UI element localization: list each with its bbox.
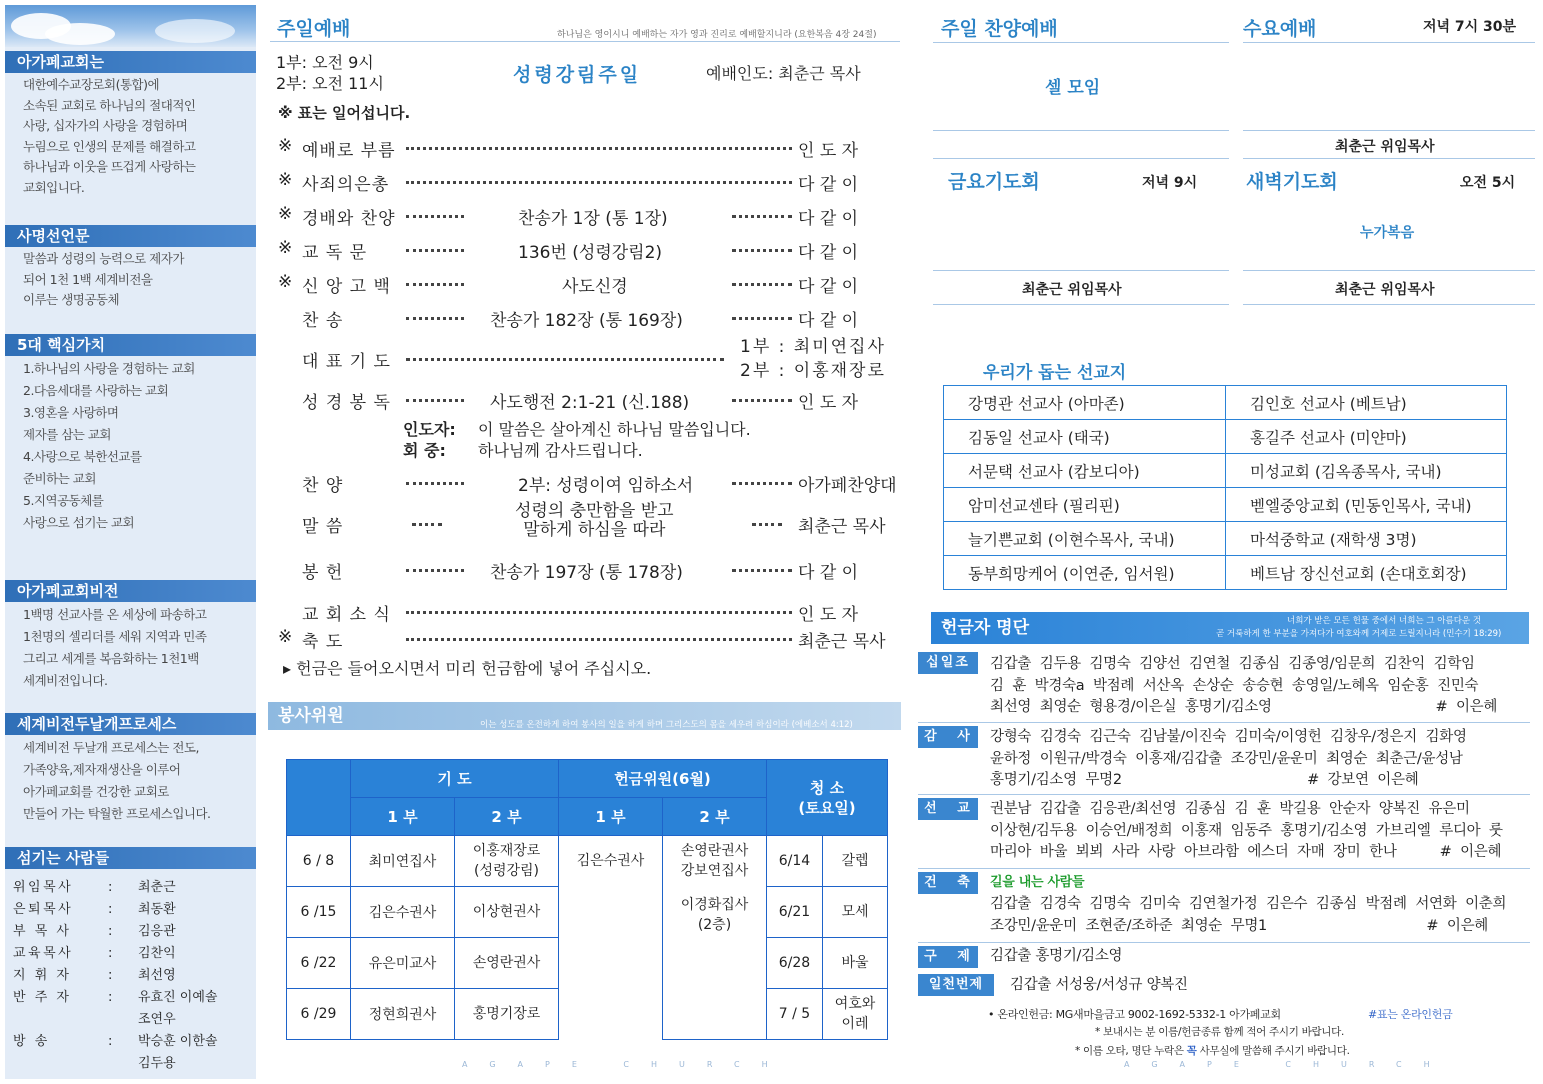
leader-dots	[406, 482, 464, 485]
order-item-leader: 다 같 이	[798, 209, 859, 229]
donor-line: 강형숙 김경숙 김근숙 김남불/이진숙 김미숙/이영헌 김창우/정은지 김화영	[990, 729, 1467, 745]
order-item-name: 말 씀	[302, 517, 344, 537]
staff-row	[13, 943, 256, 965]
order-item-name: 봉 헌	[302, 563, 344, 583]
online-offering: • 온라인헌금: MG새마을금고 9002-1692-5332-1 아가페교회	[988, 1008, 1281, 1021]
staff-role: 위임목사	[13, 880, 74, 895]
standing-mark: ※	[278, 272, 293, 292]
offer-first-empty	[559, 989, 663, 1040]
sidebar-line: 그리고 세계를 복음화하는 1천1백	[23, 651, 199, 666]
staff-row	[13, 921, 256, 943]
prayer-first: 유은미교사	[351, 938, 455, 989]
core-values-title: 5대 핵심가치	[5, 334, 256, 356]
offer-second: 손영란권사 강보연집사	[663, 836, 767, 887]
wednesday-time: 저녁 7시 30분	[1423, 19, 1517, 35]
typo-note: * 이름 오타, 명단 누락은	[1075, 1045, 1184, 1057]
typo-emphasis: 꼭	[1186, 1045, 1197, 1057]
prayer-second: 손영란권사	[455, 938, 559, 989]
order-item-detail: 2부: 성령이여 임하소서	[518, 476, 694, 496]
service-verse: 이는 성도를 온전하게 하여 봉사의 일을 하게 하며 그리스도의 몸을 세우려 하심이라 (에베소서 4:12)	[480, 720, 853, 730]
sidebar-line: 교회입니다.	[23, 179, 85, 195]
thanks-donors	[990, 727, 1467, 792]
worship-verse: 하나님은 영이시니 예배하는 자가 영과 진리로 예배할지니라 (요한복음 4장 24절)	[557, 30, 877, 40]
leader-dots	[406, 611, 792, 614]
core-values-body	[5, 356, 256, 534]
staff-name: 최선영	[138, 968, 176, 983]
staff-role: 부 목 사	[13, 924, 72, 939]
staff-colon: :	[108, 924, 113, 939]
order-item-leader: 다 같 이	[798, 311, 859, 331]
thanks-label: 감 사	[918, 726, 978, 748]
standing-mark: ※	[278, 136, 293, 156]
clean-group: 모세	[823, 887, 888, 938]
sidebar-line: 세계비전 두날개 프로세스는 전도,	[23, 740, 199, 755]
donor-line: 김갑출 김두용 김명숙 김양선 김연철 김종심 김종영/임문희 김찬익 김학임	[990, 656, 1475, 672]
donor-line: 윤하정 이원규/박경숙 이홍재/김갑출 조강민/윤운미 최영순 최춘근/윤성남	[990, 750, 1463, 767]
order-item-leader: 다 같 이	[798, 277, 859, 297]
sidebar-line: 이루는 생명공동체	[23, 292, 120, 307]
clean-group: 여호와 이레	[823, 989, 888, 1040]
donors-title: 헌금자 명단	[941, 618, 1030, 638]
leader-dots	[406, 399, 464, 402]
time-second: 2부: 오전 11시	[276, 74, 384, 93]
order-item-detail: 찬송가 1장 (통 1장)	[518, 209, 668, 229]
worship-title: 주일예배	[277, 18, 351, 40]
sidebar	[5, 5, 256, 1079]
offer-first-empty	[559, 887, 663, 938]
praise-title: 주일 찬양예배	[941, 18, 1058, 40]
order-item-detail: 사도신경	[562, 277, 628, 297]
mission-statement-body	[5, 247, 256, 311]
order-item-name: 예배로 부름	[302, 141, 396, 161]
staff-name: 김찬익	[138, 946, 176, 961]
staff-colon: :	[108, 990, 113, 1005]
praise-item: 셀 모임	[1045, 78, 1101, 98]
response-congregation-label: 회 중:	[403, 441, 446, 460]
clean-group: 갈렙	[823, 836, 888, 887]
vision-section	[5, 580, 256, 692]
thousand-label: 일천번제	[918, 974, 994, 996]
sidebar-line: 2.다음세대를 사랑하는 교회	[23, 383, 169, 398]
sidebar-line: 준비하는 교회	[23, 471, 96, 486]
leader-dots	[406, 283, 464, 286]
prayer-header: 기 도	[351, 760, 559, 798]
order-item-detail: 찬송가 182장 (통 169장)	[490, 311, 683, 331]
missions-title: 우리가 돕는 선교지	[983, 363, 1127, 383]
tithe-donors	[990, 654, 1497, 719]
order-item-name: 축 도	[302, 632, 344, 652]
leader-dots	[406, 181, 792, 184]
offer-first-header: 1 부	[559, 798, 663, 836]
dawn-leader: 최춘근 위임목사	[1335, 282, 1435, 298]
service-row	[287, 938, 888, 989]
vision-title: 아가페교회비전	[5, 580, 256, 602]
staff-colon: :	[108, 946, 113, 961]
online-note: #표는 온라인헌금	[1368, 1008, 1453, 1021]
building-subtitle: 길을 내는 사람들	[990, 875, 1085, 890]
mission-site: 벧엘중앙교회 (민동인목사, 국내)	[1226, 488, 1507, 522]
order-item-leader: 다 같 이	[798, 243, 859, 263]
staff-row	[13, 1031, 256, 1075]
prayer-second: 이홍재장로 (성령강림)	[455, 836, 559, 887]
donor-line: 김 훈 박경숙a 박점례 서산옥 손상순 송승현 송영일/노혜옥 임순홍 진민숙	[990, 677, 1479, 694]
order-item-detail: 찬송가 197장 (통 178장)	[490, 563, 683, 583]
mission-row	[944, 454, 1507, 488]
offer-second-empty	[663, 938, 767, 989]
staff-name: 최동환	[138, 902, 176, 917]
offer-second: 이경화집사 (2층)	[663, 887, 767, 938]
prayer-second: 홍명기장로	[455, 989, 559, 1040]
worship-leader: 예배인도: 최춘근 목사	[706, 64, 861, 83]
staff-row	[13, 877, 256, 899]
clean-date: 6/14	[767, 836, 823, 887]
prayer-first: 김은수권사	[351, 887, 455, 938]
mission-donors	[990, 799, 1503, 864]
staff-colon: :	[108, 902, 113, 917]
offering-committee-header: 헌금위원(6월)	[559, 760, 767, 798]
staff-colon: :	[108, 1034, 113, 1049]
staff-name: 최춘근	[138, 880, 176, 895]
offering-note: ▸ 헌금은 들어오시면서 미리 헌금함에 넣어 주십시오.	[283, 659, 652, 678]
order-item-detail: 성령의 충만함을 받고 말하게 하심을 따라	[515, 501, 674, 540]
offer-second-header: 2 부	[663, 798, 767, 836]
sidebar-line: 사랑으로 섬기는 교회	[23, 515, 135, 530]
donor-line: 권분남 김갑출 김응관/최선영 김종심 김 훈 박길용 안순자 양복진 유은미	[990, 801, 1470, 817]
cleaning-header: 청 소 (토요일)	[767, 760, 888, 836]
mission-statement-title: 사명선언문	[5, 225, 256, 247]
mission-site: 미성교회 (김옥종목사, 국내)	[1226, 454, 1507, 488]
order-item-name: 사죄의은총	[302, 175, 390, 195]
sidebar-line: 1천명의 셀리더를 세워 지역과 민족	[23, 629, 207, 644]
donors-verse-2: 곧 거룩하게 한 부분을 가져다가 여호와께 거제로 드릴지니라 (민수기 18:29)	[1216, 629, 1502, 639]
leader-dots	[732, 317, 792, 320]
sidebar-line: 1백명 선교사를 온 세상에 파송하고	[23, 607, 207, 622]
order-item-leader: 다 같 이	[798, 175, 859, 195]
sidebar-line: 아가페교회를 건강한 교회로	[23, 784, 169, 799]
sky-banner	[5, 5, 256, 47]
thousand-donors: 김갑출 서성웅/서성규 양복진	[1010, 977, 1188, 993]
order-item-leader: 인 도 자	[798, 141, 859, 161]
building-label: 건 축	[918, 872, 978, 894]
staff-row	[13, 987, 256, 1031]
order-item-leader: 인 도 자	[798, 605, 859, 625]
mission-row	[944, 386, 1507, 420]
staff-role: 은퇴목사	[13, 902, 74, 917]
response-leader-label: 인도자:	[403, 420, 456, 439]
sidebar-line: 만들어 가는 탁월한 프로세스입니다.	[23, 806, 211, 821]
sidebar-line: 소속된 교회로 하나님의 절대적인	[23, 97, 196, 113]
dawn-time: 오전 5시	[1460, 175, 1516, 191]
service-date: 6 /22	[287, 938, 351, 989]
staff-list	[5, 869, 256, 1075]
leader-dots	[732, 249, 792, 252]
staff-title: 섬기는 사람들	[5, 847, 256, 869]
mission-statement-section	[5, 225, 256, 311]
sidebar-line: 대한예수교장로회(통합)에	[23, 77, 160, 92]
sidebar-line: 사랑, 십자가의 사랑을 경험하며	[23, 118, 188, 133]
donor-line: 마리아 바울 뵈뵈 사라 사랑 아브라함 에스더 자매 장미 한나 # 이은혜	[990, 844, 1502, 860]
order-item-name: 대 표 기 도	[302, 352, 391, 372]
mission-site: 암미선교센타 (필리핀)	[944, 488, 1226, 522]
leader-dots	[406, 215, 464, 218]
order-item-leader: 1부 : 최미연집사 2부 : 이홍재장로	[740, 337, 886, 381]
clean-date: 6/28	[767, 938, 823, 989]
sidebar-line: 5.지역공동체를	[23, 493, 104, 508]
service-bar	[268, 702, 901, 730]
offer-first-empty	[559, 938, 663, 989]
service-date: 6 /15	[287, 887, 351, 938]
leader-dots	[732, 215, 792, 218]
offer-first: 김은수권사	[559, 836, 663, 887]
service-title: 봉사위원	[278, 706, 344, 726]
order-item-name: 경배와 찬양	[302, 209, 396, 229]
missions-table	[943, 385, 1507, 590]
mission-site: 서문택 선교사 (캄보디아)	[944, 454, 1226, 488]
time-first: 1부: 오전 9시	[276, 53, 374, 72]
service-row	[287, 887, 888, 938]
service-table	[286, 759, 888, 1040]
vision-body	[5, 602, 256, 692]
dawn-title: 새벽기도회	[1246, 171, 1338, 193]
sidebar-line: 1.하나님의 사랑을 경험하는 교회	[23, 361, 195, 376]
clean-date: 6/21	[767, 887, 823, 938]
staff-name: 박승훈 이한솔 김두용	[138, 1034, 218, 1071]
order-item-detail: 사도행전 2:1-21 (신.188)	[490, 393, 690, 413]
sidebar-line: 되어 1천 1백 세계비전을	[23, 271, 153, 287]
mission-row	[944, 420, 1507, 454]
sidebar-line: 말씀과 성령의 능력으로 제자가	[23, 251, 184, 266]
prayer-first: 최미연집사	[351, 836, 455, 887]
staff-name: 유효진 이예솔 조연우	[138, 990, 218, 1027]
prayer-first-header: 1 부	[351, 798, 455, 836]
leader-dots	[732, 569, 792, 572]
wednesday-preacher: 최춘근 위임목사	[1335, 139, 1435, 155]
staff-colon: :	[108, 968, 113, 983]
clean-group: 바울	[823, 938, 888, 989]
response-leader: 이 말씀은 살아계신 하나님 말씀입니다.	[478, 420, 751, 439]
process-body	[5, 735, 256, 825]
donor-line: 홍명기/김소영 무명2 # 강보연 이은혜	[990, 772, 1419, 788]
leader-dots	[406, 358, 724, 361]
friday-time: 저녁 9시	[1142, 175, 1198, 191]
staff-section	[5, 847, 256, 1075]
prayer-first: 정현희권사	[351, 989, 455, 1040]
agape-footer-left: AGAPE CHURCH	[462, 1060, 790, 1069]
mission-row	[944, 488, 1507, 522]
prayer-second: 이상현권사	[455, 887, 559, 938]
leader-dots	[412, 523, 442, 526]
sidebar-line: 3.영혼을 사랑하며	[23, 405, 119, 420]
leader-dots	[732, 482, 792, 485]
order-item-name: 찬 송	[302, 311, 344, 331]
donors-bar	[931, 612, 1529, 644]
mission-site: 동부희망케어 (이연준, 임서원)	[944, 556, 1226, 590]
sidebar-line: 누림으로 인생의 문제를 해결하고	[23, 138, 196, 154]
sidebar-line: 세계비전입니다.	[23, 673, 108, 688]
staff-role: 지 휘 자	[13, 968, 72, 983]
service-row	[287, 989, 888, 1040]
process-section	[5, 713, 256, 825]
leader-dots	[406, 638, 792, 641]
agape-footer-right: AGAPE CHURCH	[1124, 1060, 1452, 1069]
mission-site: 늘기쁜교회 (이현수목사, 국내)	[944, 522, 1226, 556]
order-item-leader: 아가페찬양대	[798, 476, 897, 496]
about-section	[5, 51, 256, 198]
sidebar-line: 4.사랑으로 북한선교를	[23, 449, 142, 464]
standing-mark: ※	[278, 627, 293, 647]
leader-dots	[406, 317, 464, 320]
process-title: 세계비전두날개프로세스	[5, 713, 256, 735]
staff-role: 교육목사	[13, 946, 74, 961]
prayer-second-header: 2 부	[455, 798, 559, 836]
order-item-leader: 최춘근 목사	[798, 632, 886, 652]
service-date: 6 /29	[287, 989, 351, 1040]
mission-site: 강명관 선교사 (아마존)	[944, 386, 1226, 420]
order-item-name: 신 앙 고 백	[302, 277, 391, 297]
leader-dots	[406, 249, 464, 252]
donor-line: 조강민/윤운미 조현준/조하준 최영순 무명1 # 이은혜	[990, 917, 1488, 934]
staff-row	[13, 965, 256, 987]
standing-mark: ※	[278, 170, 293, 190]
theme-title: 성령강림주일	[513, 64, 642, 86]
dawn-scripture: 누가복음	[1360, 225, 1415, 241]
sidebar-line: 제자를 삼는 교회	[23, 427, 111, 442]
donor-line: 김갑출 김경숙 김명숙 김미숙 김연철가정 김은수 김종심 박점례 서연화 이춘희	[990, 896, 1507, 912]
order-item-leader: 다 같 이	[798, 563, 859, 583]
mission-label: 선 교	[918, 798, 978, 820]
mission-site: 마석중학교 (재학생 3명)	[1226, 522, 1507, 556]
sidebar-line: 하나님과 이웃을 뜨겁게 사랑하는	[23, 159, 196, 174]
donor-line: 이상현/김두용 이승언/배정희 이홍재 임동주 홍명기/김소영 가브리엘 루디아 룻	[990, 822, 1503, 839]
staff-role: 방 송	[13, 1034, 50, 1049]
core-values-section	[5, 334, 256, 534]
order-item-name: 찬 양	[302, 476, 344, 496]
offer-second-empty	[663, 989, 767, 1040]
mission-site: 베트남 장신선교회 (손대호회장)	[1226, 556, 1507, 590]
order-item-name: 성 경 봉 독	[302, 393, 391, 413]
wednesday-title: 수요예배	[1243, 18, 1317, 40]
staff-row	[13, 899, 256, 921]
about-title: 아가페교회는	[5, 51, 256, 73]
staff-colon: :	[108, 880, 113, 895]
friday-leader: 최춘근 위임목사	[1022, 282, 1122, 298]
mission-row	[944, 522, 1507, 556]
order-item-name: 교 독 문	[302, 243, 368, 263]
staff-name: 김응관	[138, 924, 176, 939]
leader-dots	[406, 569, 464, 572]
order-item-detail: 136번 (성령강림2)	[518, 243, 663, 263]
service-date: 6 / 8	[287, 836, 351, 887]
response-congregation: 하나님께 감사드립니다.	[478, 441, 643, 460]
standing-note: ※ 표는 일어섭니다.	[278, 104, 411, 122]
about-body	[5, 73, 256, 198]
clean-date: 7 / 5	[767, 989, 823, 1040]
leader-dots	[406, 147, 792, 150]
friday-title: 금요기도회	[948, 171, 1040, 193]
sidebar-line: 가족양육,제자재생산을 이루어	[23, 762, 181, 777]
mission-site: 김인호 선교사 (베트남)	[1226, 386, 1507, 420]
mission-site: 홍길주 선교사 (미얀마)	[1226, 420, 1507, 454]
tithe-label: 십일조	[918, 652, 978, 674]
sender-note: * 보내시는 분 이름/헌금종류 함께 적어 주시기 바랍니다.	[1095, 1026, 1345, 1038]
building-donors	[990, 894, 1506, 937]
standing-mark: ※	[278, 204, 293, 224]
mission-row	[944, 556, 1507, 590]
staff-role: 반 주 자	[13, 990, 72, 1005]
order-item-name: 교 회 소 식	[302, 605, 391, 625]
mission-site: 김동일 선교사 (태국)	[944, 420, 1226, 454]
order-item-leader: 인 도 자	[798, 393, 859, 413]
standing-mark: ※	[278, 238, 293, 258]
typo-note-end: 사무실에 말씀해 주시기 바랍니다.	[1199, 1045, 1350, 1057]
service-row	[287, 836, 888, 887]
donor-line: 최선영 최영순 형용경/이은실 홍명기/김소영 # 이은혜	[990, 699, 1498, 715]
leader-dots	[732, 283, 792, 286]
leader-dots	[732, 399, 792, 402]
relief-label: 구 제	[918, 946, 978, 968]
relief-donors: 김갑출 홍명기/김소영	[990, 948, 1123, 964]
donors-verse-1: 너희가 받은 모든 헌물 중에서 너희는 그 아름다운 것	[1287, 616, 1482, 626]
order-item-leader: 최춘근 목사	[798, 517, 886, 537]
leader-dots	[752, 523, 782, 526]
